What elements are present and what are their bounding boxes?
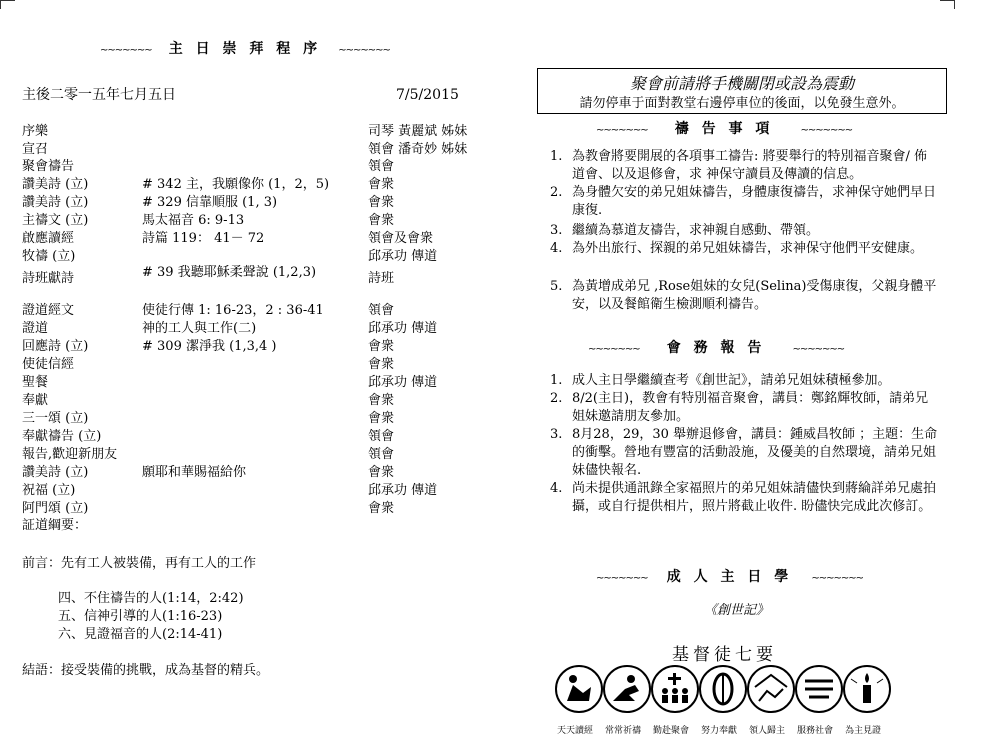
program-item: 奉獻禱告 (立) bbox=[22, 429, 102, 444]
program-item: 阿門頌 (立) bbox=[22, 501, 89, 516]
program-person: 領會 潘奇妙 姊妹 bbox=[368, 142, 468, 157]
program-item: 讚美詩 (立) bbox=[22, 177, 89, 192]
program-person: 會衆 bbox=[368, 411, 395, 426]
sunday-school-header bbox=[596, 566, 863, 586]
decorative-flourish: ~~~~~~~ bbox=[596, 573, 648, 584]
program-person: 邱承功 傳道 bbox=[368, 483, 438, 498]
program-person: 領會 bbox=[368, 447, 395, 462]
church-gathering-icon bbox=[651, 665, 699, 713]
program-item: 證道經文 bbox=[22, 303, 75, 318]
essential-caption: 為主見證 bbox=[845, 726, 882, 736]
list-text: 8/2(主日)，教會有特別福音聚會，講員：鄭銘輝牧師，請弟兄姐妹邀請朋友參加。 bbox=[572, 391, 929, 424]
worship-header bbox=[100, 38, 390, 58]
decorative-flourish: ~~~~~~~ bbox=[588, 344, 640, 355]
program-person: 領會 bbox=[368, 429, 395, 444]
sermon-outline-label: 証道綱要： bbox=[22, 518, 88, 533]
program-person: 領會 bbox=[368, 303, 395, 318]
program-person: 會衆 bbox=[368, 357, 395, 372]
program-item: 詩班獻詩 bbox=[22, 271, 75, 286]
sunday-school-title: 成 人 主 日 學 bbox=[666, 569, 793, 585]
essential-caption: 服務社會 bbox=[797, 726, 834, 736]
program-detail: 使徒行傳 1: 16-23，2 : 36-41 bbox=[142, 303, 324, 318]
program-detail: 願耶和華賜福給你 bbox=[142, 465, 247, 480]
program-person: 領會 bbox=[368, 159, 395, 174]
program-detail: 神的工人與工作(二) bbox=[142, 321, 257, 336]
list-number: 4. bbox=[550, 481, 563, 496]
essential-caption: 努力奉獻 bbox=[701, 726, 738, 736]
program-person: 邱承功 傳道 bbox=[368, 249, 438, 264]
program-person: 會衆 bbox=[368, 177, 395, 192]
list-number: 3. bbox=[550, 427, 563, 442]
program-item: 報告,歡迎新朋友 bbox=[22, 447, 118, 462]
program-detail: # 39 我聽耶穌柔聲說 (1,2,3) bbox=[142, 265, 317, 280]
program-item: 宣召 bbox=[22, 142, 49, 157]
list-text: 8月28，29，30 舉辦退修會，講員：鍾威昌牧師 ；主題：生命的衝擊。營地有豐富的活動設施，及優美的自然環境，請弟兄姐妹儘快報名. bbox=[572, 427, 938, 478]
program-item: 祝福 (立) bbox=[22, 483, 76, 498]
program-item: 主禱文 (立) bbox=[22, 213, 89, 228]
prayer-header bbox=[596, 118, 852, 138]
program-item: 序樂 bbox=[22, 124, 49, 139]
list-text: 成人主日學繼續查考《創世記》，請弟兄姐妹積極參加。 bbox=[572, 373, 891, 388]
crop-mark-top-left bbox=[0, 0, 15, 9]
essential-caption: 勤赴聚會 bbox=[653, 726, 690, 736]
sunday-school-book: 《創世記》 bbox=[704, 603, 770, 618]
sermon-point: 四、不住禱告的人(1:14，2:42) bbox=[58, 591, 244, 606]
program-person: 邱承功 傳道 bbox=[368, 321, 438, 336]
program-person: 領會及會衆 bbox=[368, 231, 434, 246]
list-text: 尚未提供通訊錄全家福照片的弟兄姐妹請儘快到蔣綸詳弟兄處拍攝，或自行提供相片，照片將截止收件. 盼儘快完成此次修訂。 bbox=[572, 481, 937, 514]
sermon-point: 五、信神引導的人(1:16-23) bbox=[58, 609, 223, 624]
program-item: 讚美詩 (立) bbox=[22, 465, 89, 480]
program-person: 會衆 bbox=[368, 501, 395, 516]
list-number: 4. bbox=[550, 241, 563, 256]
list-text: 繼續為慕道友禱告，求神親自感動、帶領。 bbox=[572, 223, 820, 238]
evangelism-icon bbox=[747, 665, 795, 713]
program-person: 會衆 bbox=[368, 213, 395, 228]
essential-caption: 常常祈禱 bbox=[605, 726, 642, 736]
list-number: 5. bbox=[550, 279, 563, 294]
program-person: 詩班 bbox=[368, 271, 395, 286]
essential-caption: 天天讀經 bbox=[557, 726, 594, 736]
program-person: 司琴 黃麗斌 姊妹 bbox=[368, 124, 468, 139]
notice-parking: 請勿停車于面對教堂右邊停車位的後面，以免發生意外。 bbox=[579, 96, 905, 111]
date-numeric: 7/5/2015 bbox=[396, 87, 459, 103]
notice-box bbox=[537, 68, 947, 114]
decorative-flourish: ~~~~~~~ bbox=[800, 125, 853, 136]
seven-essentials-title: 基督徒七要 bbox=[672, 645, 777, 665]
date-chinese: 主後二零一五年七月五日 bbox=[22, 87, 176, 103]
program-detail: # 309 潔淨我 (1,3,4 ) bbox=[142, 339, 277, 354]
program-item: 讚美詩 (立) bbox=[22, 195, 89, 210]
list-number: 1. bbox=[550, 373, 563, 388]
announce-title: 會 務 報 告 bbox=[666, 340, 766, 356]
list-text: 為黃增成弟兄 ,Rose姐妹的女兒(Selina)受傷康復，父親身體平安，以及餐館衛生檢測順利禱告。 bbox=[572, 279, 937, 312]
sermon-conclusion: 結語：接受裝備的挑戰，成為基督的精兵。 bbox=[22, 663, 270, 678]
essential-caption: 領人歸主 bbox=[749, 726, 786, 736]
program-detail: 詩篇 119： 41－ 72 bbox=[142, 231, 265, 246]
program-person: 會衆 bbox=[368, 339, 395, 354]
social-service-icon bbox=[795, 665, 843, 713]
crop-mark-top-right bbox=[940, 0, 955, 9]
decorative-flourish: ~~~~~~~ bbox=[596, 125, 648, 136]
bible-reading-icon bbox=[555, 665, 603, 713]
list-text: 為身體欠安的弟兄姐妹禱告，身體康復禱告，求神保守她們早日康復. bbox=[572, 185, 937, 218]
notice-phone: 聚會前請將手機關閉或設為震動 bbox=[629, 74, 854, 93]
offering-icon bbox=[699, 665, 747, 713]
program-item: 回應詩 (立) bbox=[22, 339, 89, 354]
praying-icon bbox=[603, 665, 651, 713]
prayer-title: 禱 告 事 項 bbox=[674, 121, 774, 137]
program-item: 使徒信經 bbox=[22, 357, 75, 372]
announce-header bbox=[588, 337, 844, 357]
list-text: 為外出旅行、探親的弟兄姐妹禱告，求神保守他們平安健康。 bbox=[572, 241, 924, 256]
list-number: 2. bbox=[550, 391, 563, 406]
program-detail: # 329 信靠順服 (1, 3) bbox=[142, 195, 278, 210]
program-item: 奉獻 bbox=[22, 393, 49, 408]
program-detail: 馬太福音 6: 9-13 bbox=[142, 213, 245, 228]
program-item: 牧禱 (立) bbox=[22, 249, 76, 264]
program-item: 啟應讀經 bbox=[22, 231, 75, 246]
program-item: 三一頌 (立) bbox=[22, 411, 89, 426]
worship-title: 主 日 崇 拜 程 序 bbox=[168, 41, 322, 57]
program-detail: # 342 主，我願像你 (1，2，5) bbox=[142, 177, 330, 192]
list-number: 3. bbox=[550, 223, 563, 238]
sermon-preface: 前言：先有工人被裝備，再有工人的工作 bbox=[22, 556, 257, 571]
program-item: 聚會禱告 bbox=[22, 159, 75, 174]
program-person: 會衆 bbox=[368, 195, 395, 210]
program-person: 邱承功 傳道 bbox=[368, 375, 438, 390]
decorative-flourish: ~~~~~~~ bbox=[100, 45, 152, 56]
seven-essentials-icons bbox=[555, 665, 885, 745]
decorative-flourish: ~~~~~~~ bbox=[811, 573, 863, 584]
witness-candle-icon bbox=[843, 665, 891, 713]
sermon-point: 六、見證福音的人(2:14-41) bbox=[58, 627, 223, 642]
list-text: 為教會將要開展的各項事工禱告: 將要舉行的特別福音聚會/ 佈道會、以及退修會，求 神保守讀員及傳讀的信息。 bbox=[572, 149, 928, 182]
list-number: 1. bbox=[550, 149, 563, 164]
program-item: 證道 bbox=[22, 321, 49, 336]
program-person: 會衆 bbox=[368, 393, 395, 408]
list-number: 2. bbox=[550, 185, 563, 200]
decorative-flourish: ~~~~~~~ bbox=[338, 45, 390, 56]
decorative-flourish: ~~~~~~~ bbox=[792, 344, 845, 355]
program-person: 會衆 bbox=[368, 465, 395, 480]
program-item: 聖餐 bbox=[22, 375, 49, 390]
